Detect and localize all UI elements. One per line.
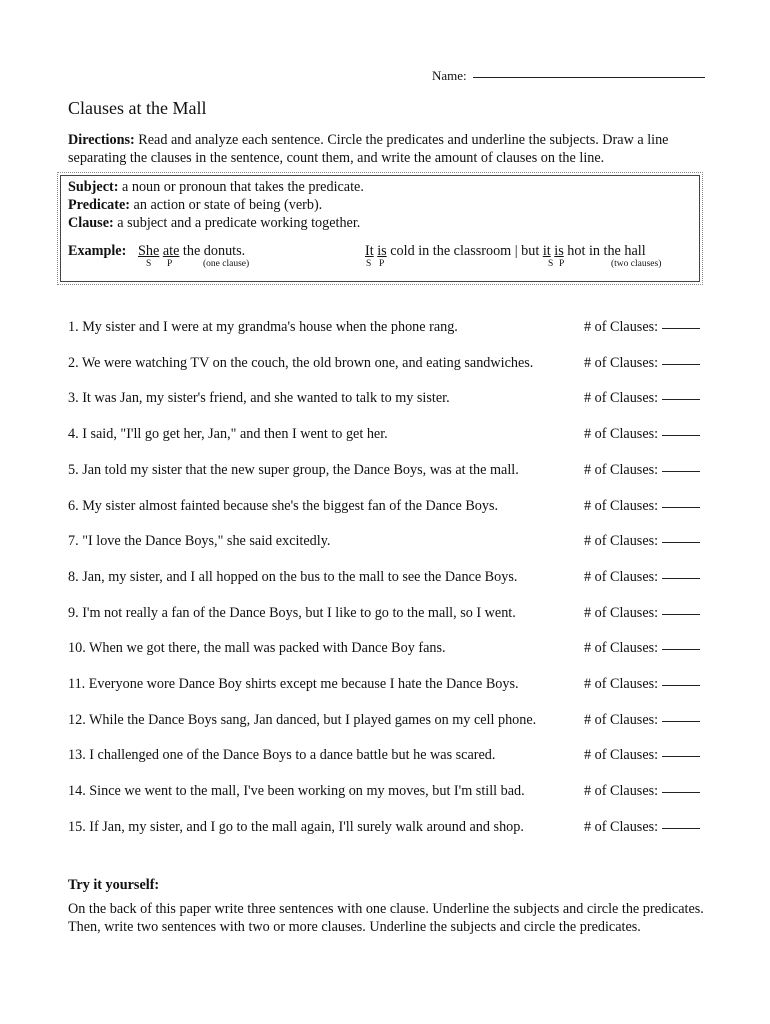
question-sentence: 11. Everyone wore Dance Boy shirts except me because I hate the Dance Boys.	[68, 676, 519, 692]
example-subject: She	[138, 243, 160, 259]
example-predicate: ate	[162, 243, 180, 259]
example-two-clauses	[365, 243, 646, 260]
clause-count-label: # of Clauses:	[584, 783, 659, 799]
example-label: Example:	[68, 243, 127, 259]
page-title: Clauses at the Mall	[68, 98, 207, 118]
clause-count-label: # of Clauses:	[584, 676, 659, 692]
clause-count-label: # of Clauses:	[584, 462, 659, 478]
clause-count-blank[interactable]	[662, 792, 700, 793]
question-sentence: 13. I challenged one of the Dance Boys to a dance battle but he was scared.	[68, 747, 496, 763]
clause-count-blank[interactable]	[662, 399, 700, 400]
definition-text: an action or state of being (verb).	[129, 197, 323, 213]
definition-clause	[68, 215, 360, 232]
question-sentence: 2. We were watching TV on the couch, the old brown one, and eating sandwiches.	[68, 355, 534, 371]
definition-term: Clause:	[68, 215, 114, 231]
example-rest: the donuts.	[179, 243, 246, 259]
definition-text: a subject and a predicate working together.	[113, 215, 361, 231]
question-sentence: 4. I said, "I'll go get her, Jan," and then I went to get her.	[68, 426, 388, 442]
clause-count-field	[584, 533, 700, 550]
clause-count-blank[interactable]	[662, 578, 700, 579]
clause-count-blank[interactable]	[662, 649, 700, 650]
definition-predicate	[68, 197, 322, 214]
clause-count-label: # of Clauses:	[584, 747, 659, 763]
clause-count-label: # of Clauses:	[584, 355, 659, 371]
clause-count-blank[interactable]	[662, 471, 700, 472]
try-it-text: On the back of this paper write three sentences with one clause. Underline the subjects and circle the predicates. Then, write two sentences with two or more clauses. Underline the subjects and circle the predicates.	[68, 901, 704, 935]
clause-count-field	[584, 712, 700, 729]
clause-count-blank[interactable]	[662, 435, 700, 436]
example-subject: It	[365, 243, 374, 259]
question-sentence: 9. I'm not really a fan of the Dance Boys, but I like to go to the mall, so I went.	[68, 605, 516, 621]
clause-count-blank[interactable]	[662, 507, 700, 508]
example-predicate: is	[377, 243, 387, 259]
directions	[68, 131, 708, 167]
clause-count-blank[interactable]	[662, 756, 700, 757]
clause-count-label: # of Clauses:	[584, 712, 659, 728]
example-rest: hot in the hall	[563, 243, 646, 259]
definitions-box	[60, 175, 700, 282]
clause-count-field	[584, 390, 700, 407]
example-p-marker: P	[379, 259, 385, 269]
example-predicate: is	[554, 243, 564, 259]
clause-count-blank[interactable]	[662, 542, 700, 543]
question-sentence: 3. It was Jan, my sister's friend, and she wanted to talk to my sister.	[68, 390, 450, 406]
example-s-marker: S	[366, 259, 372, 269]
name-label: Name:	[432, 68, 467, 83]
example-note-two: (two clauses)	[611, 259, 662, 269]
question-sentence: 10. When we got there, the mall was packed with Dance Boy fans.	[68, 640, 446, 656]
clause-count-label: # of Clauses:	[584, 640, 659, 656]
clause-count-label: # of Clauses:	[584, 319, 659, 335]
question-sentence: 7. "I love the Dance Boys," she said excitedly.	[68, 533, 331, 549]
definition-text: a noun or pronoun that takes the predicate.	[118, 179, 364, 195]
example-s-marker: S	[548, 259, 554, 269]
clause-count-blank[interactable]	[662, 328, 700, 329]
clause-count-blank[interactable]	[662, 614, 700, 615]
directions-label: Directions:	[68, 132, 135, 148]
clause-count-field	[584, 426, 700, 443]
clause-count-field	[584, 747, 700, 764]
question-sentence: 12. While the Dance Boys sang, Jan danced, but I played games on my cell phone.	[68, 712, 537, 728]
definition-subject	[68, 179, 364, 196]
clause-count-field	[584, 319, 700, 336]
example-note-one: (one clause)	[203, 259, 250, 269]
clause-count-field	[584, 355, 700, 372]
clause-count-label: # of Clauses:	[584, 533, 659, 549]
example-p-marker: P	[559, 259, 565, 269]
clause-count-blank[interactable]	[662, 721, 700, 722]
clause-count-label: # of Clauses:	[584, 569, 659, 585]
question-sentence: 6. My sister almost fainted because she's the biggest fan of the Dance Boys.	[68, 498, 499, 514]
clause-count-label: # of Clauses:	[584, 498, 659, 514]
clause-count-label: # of Clauses:	[584, 819, 659, 835]
question-sentence: 8. Jan, my sister, and I all hopped on the bus to the mall to see the Dance Boys.	[68, 569, 518, 585]
clause-count-label: # of Clauses:	[584, 426, 659, 442]
question-sentence: 15. If Jan, my sister, and I go to the mall again, I'll surely walk around and shop.	[68, 819, 524, 835]
clause-count-blank[interactable]	[662, 364, 700, 365]
example-one-clause	[138, 243, 245, 260]
definition-term: Subject:	[68, 179, 119, 195]
clause-count-label: # of Clauses:	[584, 390, 659, 406]
example-mid: cold in the classroom | but	[386, 243, 543, 259]
clause-count-field	[584, 819, 700, 836]
example-s-marker: S	[146, 259, 152, 269]
question-sentence: 1. My sister and I were at my grandma's house when the phone rang.	[68, 319, 458, 335]
question-sentence: 14. Since we went to the mall, I've been working on my moves, but I'm still bad.	[68, 783, 525, 799]
name-field	[432, 68, 705, 84]
question-sentence: 5. Jan told my sister that the new super group, the Dance Boys, was at the mall.	[68, 462, 519, 478]
name-blank-line[interactable]	[473, 77, 705, 78]
clause-count-field	[584, 462, 700, 479]
clause-count-blank[interactable]	[662, 828, 700, 829]
clause-count-field	[584, 640, 700, 657]
example-subject: it	[542, 243, 551, 259]
example-p-marker: P	[167, 259, 173, 269]
definition-term: Predicate:	[68, 197, 130, 213]
clause-count-blank[interactable]	[662, 685, 700, 686]
clause-count-field	[584, 569, 700, 586]
directions-text: Read and analyze each sentence. Circle the predicates and underline the subjects. Draw a line separating the clauses in the sentence, count them, and write the amount of clauses on the line.	[68, 132, 669, 166]
clause-count-field	[584, 605, 700, 622]
try-it-title: Try it yourself:	[68, 877, 160, 893]
clause-count-field	[584, 676, 700, 693]
clause-count-field	[584, 498, 700, 515]
clause-count-label: # of Clauses:	[584, 605, 659, 621]
clause-count-field	[584, 783, 700, 800]
